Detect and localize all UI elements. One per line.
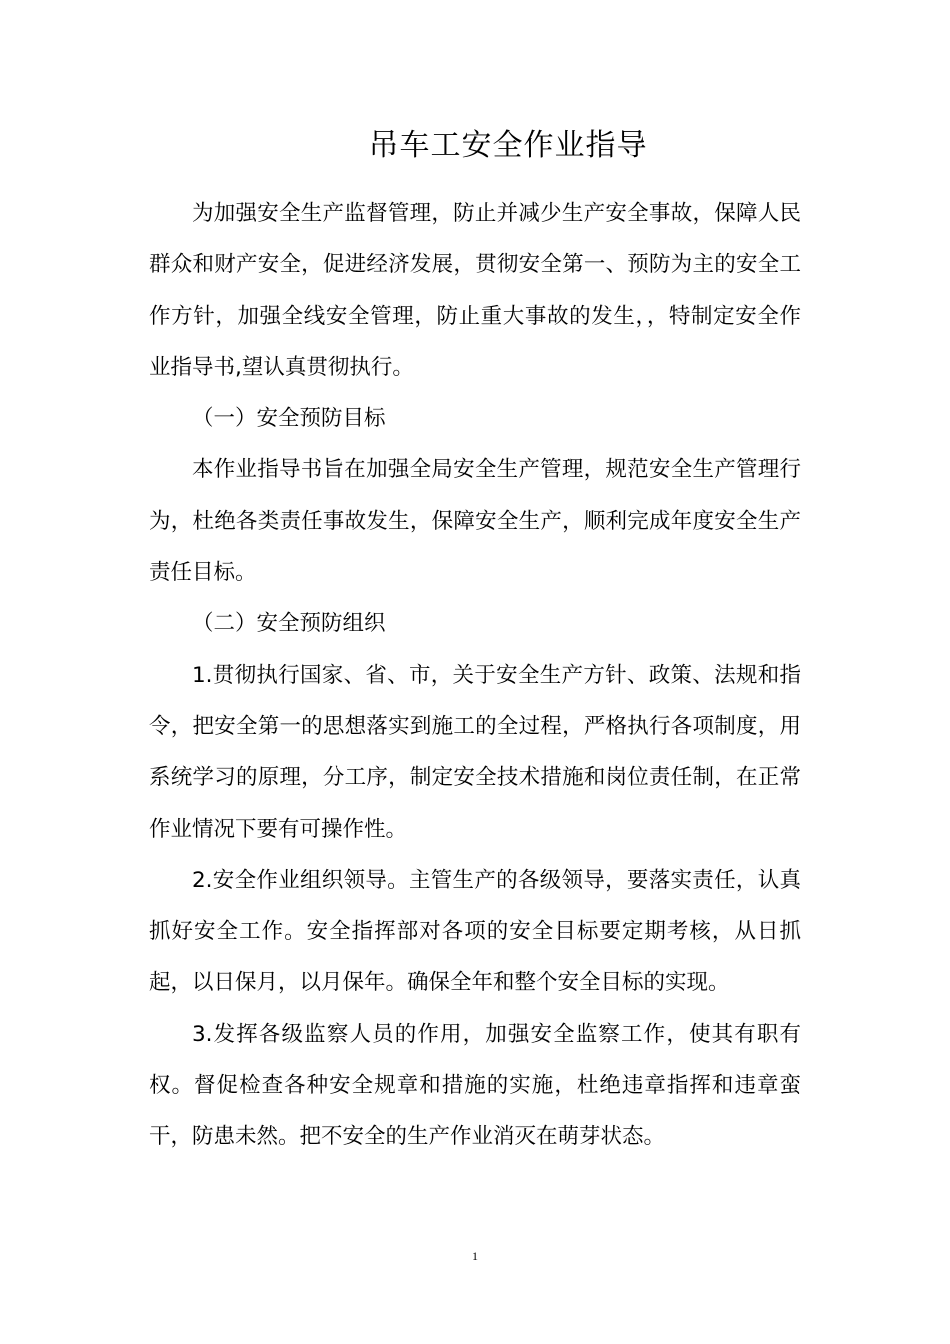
section-heading-goal: （一）安全预防目标 <box>192 406 386 432</box>
organization-item-2: 2.安全作业组织领导。主管生产的各级领导，要落实责任，认真抓好安全工作。安全指挥部对各项的安全目标要定期考核，从日抓起，以日保月，以月保年。确保全年和整个安全目标的实现。 <box>149 867 801 996</box>
page-number: 1 <box>472 1249 478 1263</box>
intro-paragraph: 为加强安全生产监督管理，防止并减少生产安全事故，保障人民群众和财产安全，促进经济发展，贯彻安全第一、预防为主的安全工作方针，加强全线安全管理，防止重大事故的发生，，特制定安全作业指导书,望认真贯彻执行。 <box>149 201 801 380</box>
organization-item-3: 3.发挥各级监察人员的作用，加强安全监察工作，使其有职有权。督促检查各种安全规章和措施的实施，杜绝违章指挥和违章蛮干，防患未然。把不安全的生产作业消灭在萌芽状态。 <box>149 1021 801 1150</box>
section-heading-organization: （二）安全预防组织 <box>192 611 386 637</box>
document-title: 吊车工安全作业指导 <box>368 128 648 163</box>
organization-item-1: 1.贯彻执行国家、省、市，关于安全生产方针、政策、法规和指令，把安全第一的思想落实到施工的全过程，严格执行各项制度，用系统学习的原理，分工序，制定安全技术措施和岗位责任制，在正常作业情况下要有可操作性。 <box>149 662 801 842</box>
document-body <box>149 188 801 1163</box>
goal-paragraph: 本作业指导书旨在加强全局安全生产管理，规范安全生产管理行为，杜绝各类责任事故发生，保障安全生产，顺利完成年度安全生产责任目标。 <box>149 457 801 586</box>
